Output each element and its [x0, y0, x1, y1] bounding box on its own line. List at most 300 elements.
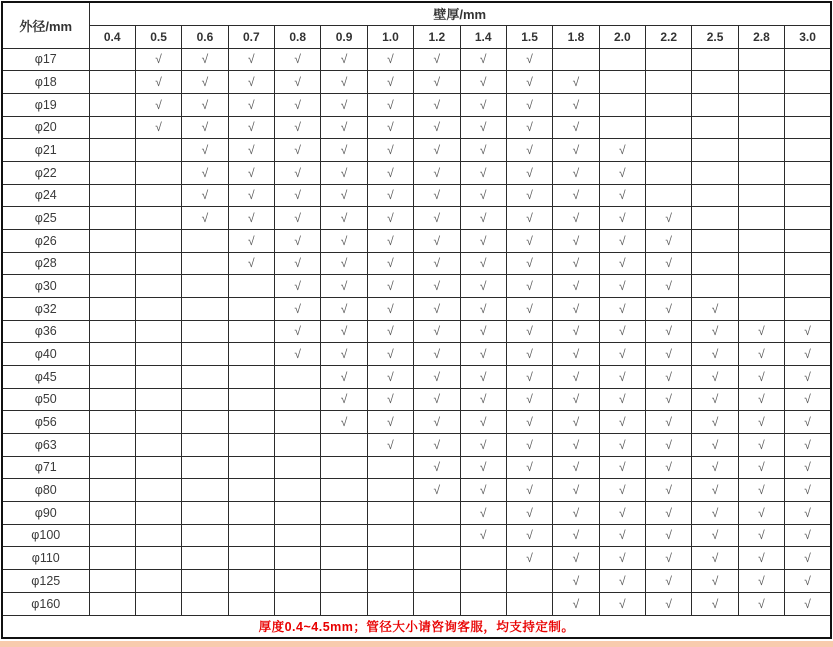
check-cell: [506, 456, 552, 479]
check-cell: [738, 479, 784, 502]
check-mark: √: [572, 392, 580, 407]
empty-cell: [89, 116, 135, 139]
check-mark: √: [665, 551, 672, 566]
check-mark: √: [201, 188, 209, 203]
empty-cell: [275, 388, 321, 411]
check-mark: √: [572, 165, 580, 180]
empty-cell: [692, 207, 738, 230]
check-mark: √: [340, 120, 348, 135]
check-mark: √: [526, 392, 533, 407]
check-cell: [599, 229, 645, 252]
check-mark: √: [340, 392, 348, 407]
empty-cell: [785, 252, 831, 275]
empty-cell: [738, 139, 784, 162]
check-mark: √: [387, 347, 394, 362]
check-mark: √: [294, 188, 301, 203]
empty-cell: [89, 592, 135, 615]
footnote-row: [2, 615, 831, 638]
check-cell: [692, 501, 738, 524]
check-mark: √: [387, 211, 394, 226]
check-cell: [506, 320, 552, 343]
check-cell: [321, 388, 367, 411]
empty-cell: [692, 116, 738, 139]
diameter-label: φ28: [2, 252, 89, 275]
check-cell: [785, 320, 831, 343]
empty-cell: [135, 501, 181, 524]
diameter-label: φ40: [2, 343, 89, 366]
diameter-label: φ26: [2, 229, 89, 252]
check-mark: √: [758, 551, 765, 566]
check-cell: [367, 365, 413, 388]
diameter-label: φ71: [2, 456, 89, 479]
check-mark: √: [619, 573, 626, 588]
diameter-label: φ17: [2, 48, 89, 71]
check-mark: √: [479, 437, 487, 452]
check-cell: [506, 433, 552, 456]
check-mark: √: [758, 460, 765, 475]
check-mark: √: [619, 437, 626, 452]
check-cell: [460, 365, 506, 388]
check-mark: √: [294, 97, 301, 112]
check-mark: √: [387, 392, 394, 407]
check-mark: √: [572, 324, 580, 339]
check-cell: [738, 433, 784, 456]
diameter-label: φ125: [2, 569, 89, 592]
check-cell: [692, 592, 738, 615]
check-cell: [228, 252, 274, 275]
empty-cell: [692, 139, 738, 162]
pipe-spec-table: [1, 1, 832, 639]
check-mark: √: [433, 256, 441, 271]
check-mark: √: [479, 165, 487, 180]
check-cell: [785, 479, 831, 502]
check-mark: √: [665, 573, 672, 588]
empty-cell: [738, 252, 784, 275]
check-mark: √: [665, 233, 672, 248]
check-cell: [460, 320, 506, 343]
empty-cell: [135, 297, 181, 320]
empty-cell: [89, 479, 135, 502]
empty-cell: [785, 207, 831, 230]
check-mark: √: [294, 75, 301, 89]
check-mark: √: [758, 528, 765, 543]
check-mark: √: [340, 256, 348, 271]
check-cell: [506, 501, 552, 524]
empty-cell: [228, 433, 274, 456]
check-cell: [367, 320, 413, 343]
check-mark: √: [804, 460, 811, 475]
check-mark: √: [804, 392, 811, 407]
check-cell: [321, 207, 367, 230]
check-cell: [553, 456, 599, 479]
check-mark: √: [340, 165, 348, 180]
check-cell: [553, 592, 599, 615]
empty-cell: [182, 479, 228, 502]
check-mark: √: [711, 460, 719, 475]
check-cell: [506, 343, 552, 366]
table-row: [2, 93, 831, 116]
check-mark: √: [155, 97, 162, 112]
check-mark: √: [758, 415, 765, 430]
check-cell: [553, 411, 599, 434]
check-mark: √: [433, 279, 441, 294]
check-cell: [692, 569, 738, 592]
empty-cell: [228, 479, 274, 502]
check-mark: √: [619, 483, 626, 498]
check-cell: [321, 184, 367, 207]
empty-cell: [414, 547, 460, 570]
check-cell: [367, 275, 413, 298]
diameter-label: φ56: [2, 411, 89, 434]
empty-cell: [182, 388, 228, 411]
check-cell: [321, 48, 367, 71]
check-mark: √: [526, 97, 533, 112]
check-mark: √: [526, 301, 533, 316]
check-cell: [367, 229, 413, 252]
empty-cell: [599, 71, 645, 94]
check-cell: [738, 320, 784, 343]
empty-cell: [182, 592, 228, 615]
table-row: [2, 184, 831, 207]
check-cell: [182, 161, 228, 184]
check-cell: [414, 456, 460, 479]
check-mark: √: [572, 437, 580, 452]
empty-cell: [692, 93, 738, 116]
check-mark: √: [619, 528, 626, 543]
check-mark: √: [619, 415, 626, 430]
check-cell: [599, 411, 645, 434]
empty-cell: [228, 411, 274, 434]
check-cell: [646, 207, 692, 230]
check-mark: √: [804, 483, 811, 498]
empty-cell: [182, 411, 228, 434]
check-mark: √: [572, 483, 580, 498]
diameter-label: φ160: [2, 592, 89, 615]
empty-cell: [89, 48, 135, 71]
check-cell: [506, 365, 552, 388]
empty-cell: [275, 547, 321, 570]
check-cell: [460, 207, 506, 230]
diameter-label: φ50: [2, 388, 89, 411]
check-cell: [460, 343, 506, 366]
check-mark: √: [804, 324, 811, 339]
check-mark: √: [201, 97, 209, 112]
check-cell: [414, 184, 460, 207]
empty-cell: [89, 569, 135, 592]
check-mark: √: [248, 52, 255, 67]
empty-cell: [646, 139, 692, 162]
empty-cell: [89, 161, 135, 184]
check-mark: √: [572, 143, 580, 158]
check-mark: √: [340, 97, 348, 112]
check-cell: [599, 184, 645, 207]
check-mark: √: [804, 596, 811, 611]
check-cell: [414, 139, 460, 162]
table-row: [2, 365, 831, 388]
empty-cell: [738, 229, 784, 252]
check-mark: √: [340, 301, 348, 316]
check-cell: [275, 93, 321, 116]
check-cell: [460, 71, 506, 94]
check-cell: [553, 184, 599, 207]
check-cell: [460, 479, 506, 502]
check-cell: [367, 161, 413, 184]
check-cell: [275, 184, 321, 207]
check-cell: [599, 592, 645, 615]
empty-cell: [135, 320, 181, 343]
check-cell: [460, 116, 506, 139]
thickness-col-header: 3.0: [785, 25, 831, 48]
empty-cell: [89, 365, 135, 388]
empty-cell: [460, 569, 506, 592]
check-mark: √: [526, 233, 533, 248]
check-mark: √: [479, 279, 487, 294]
check-mark: √: [619, 188, 626, 203]
check-mark: √: [387, 437, 394, 452]
check-cell: [321, 116, 367, 139]
check-cell: [275, 275, 321, 298]
empty-cell: [135, 229, 181, 252]
table-row: [2, 433, 831, 456]
check-cell: [646, 433, 692, 456]
empty-cell: [135, 275, 181, 298]
check-mark: √: [479, 392, 487, 407]
check-cell: [414, 161, 460, 184]
check-mark: √: [248, 120, 255, 135]
check-mark: √: [619, 165, 626, 180]
check-cell: [646, 569, 692, 592]
check-cell: [275, 320, 321, 343]
empty-cell: [182, 229, 228, 252]
table-row: [2, 297, 831, 320]
empty-cell: [228, 297, 274, 320]
empty-cell: [182, 569, 228, 592]
empty-cell: [228, 343, 274, 366]
check-cell: [692, 524, 738, 547]
check-mark: √: [526, 505, 533, 520]
empty-cell: [646, 93, 692, 116]
check-mark: √: [665, 505, 672, 520]
empty-cell: [692, 184, 738, 207]
empty-cell: [135, 569, 181, 592]
check-mark: √: [201, 165, 209, 180]
check-mark: √: [526, 437, 533, 452]
check-cell: [553, 116, 599, 139]
check-cell: [367, 252, 413, 275]
thickness-col-header: 0.6: [182, 25, 228, 48]
check-cell: [599, 297, 645, 320]
empty-cell: [182, 343, 228, 366]
check-cell: [460, 433, 506, 456]
check-mark: √: [526, 528, 533, 543]
empty-cell: [182, 320, 228, 343]
thickness-col-header: 0.9: [321, 25, 367, 48]
check-mark: √: [711, 415, 719, 430]
check-cell: [460, 411, 506, 434]
check-mark: √: [248, 143, 255, 158]
empty-cell: [738, 275, 784, 298]
check-mark: √: [804, 505, 811, 520]
check-cell: [228, 139, 274, 162]
check-mark: √: [433, 120, 441, 135]
empty-cell: [506, 592, 552, 615]
empty-cell: [89, 71, 135, 94]
diameter-label: φ100: [2, 524, 89, 547]
check-cell: [321, 343, 367, 366]
check-mark: √: [665, 415, 672, 430]
check-mark: √: [387, 165, 394, 180]
empty-cell: [228, 275, 274, 298]
check-cell: [553, 524, 599, 547]
check-mark: √: [387, 415, 394, 430]
check-cell: [367, 433, 413, 456]
check-cell: [646, 252, 692, 275]
check-mark: √: [479, 505, 487, 520]
check-cell: [738, 365, 784, 388]
check-cell: [506, 207, 552, 230]
check-cell: [646, 524, 692, 547]
empty-cell: [599, 48, 645, 71]
check-cell: [506, 184, 552, 207]
check-cell: [785, 411, 831, 434]
check-cell: [275, 207, 321, 230]
check-mark: √: [433, 437, 441, 452]
check-mark: √: [526, 347, 533, 362]
check-mark: √: [433, 460, 441, 475]
check-mark: √: [340, 324, 348, 339]
empty-cell: [553, 48, 599, 71]
check-mark: √: [479, 324, 487, 339]
check-cell: [599, 569, 645, 592]
check-cell: [367, 343, 413, 366]
empty-cell: [182, 297, 228, 320]
check-mark: √: [758, 347, 765, 362]
check-mark: √: [572, 596, 580, 611]
empty-cell: [738, 71, 784, 94]
diameter-label: φ90: [2, 501, 89, 524]
check-cell: [414, 229, 460, 252]
check-mark: √: [526, 120, 533, 135]
empty-cell: [89, 229, 135, 252]
table-row: [2, 71, 831, 94]
empty-cell: [135, 524, 181, 547]
check-mark: √: [711, 505, 719, 520]
check-cell: [553, 93, 599, 116]
check-mark: √: [665, 369, 672, 384]
check-mark: √: [758, 573, 765, 588]
check-cell: [692, 388, 738, 411]
check-cell: [460, 297, 506, 320]
empty-cell: [182, 524, 228, 547]
empty-cell: [367, 456, 413, 479]
check-cell: [692, 297, 738, 320]
check-cell: [553, 343, 599, 366]
check-cell: [506, 229, 552, 252]
check-mark: √: [433, 392, 441, 407]
check-mark: √: [294, 120, 301, 135]
check-cell: [367, 207, 413, 230]
check-mark: √: [433, 97, 441, 112]
check-cell: [414, 433, 460, 456]
check-cell: [738, 592, 784, 615]
empty-cell: [89, 433, 135, 456]
check-mark: √: [804, 573, 811, 588]
thickness-col-header: 1.4: [460, 25, 506, 48]
empty-cell: [89, 93, 135, 116]
check-mark: √: [758, 369, 765, 384]
check-mark: √: [479, 347, 487, 362]
check-mark: √: [294, 347, 301, 362]
check-cell: [228, 93, 274, 116]
empty-cell: [182, 252, 228, 275]
check-cell: [321, 71, 367, 94]
check-mark: √: [804, 347, 811, 362]
check-cell: [460, 48, 506, 71]
check-cell: [599, 161, 645, 184]
empty-cell: [135, 433, 181, 456]
empty-cell: [135, 184, 181, 207]
check-cell: [275, 252, 321, 275]
check-cell: [646, 229, 692, 252]
thickness-col-header: 2.0: [599, 25, 645, 48]
check-cell: [738, 456, 784, 479]
check-mark: √: [248, 233, 255, 248]
check-mark: √: [433, 301, 441, 316]
check-mark: √: [294, 256, 301, 271]
empty-cell: [135, 161, 181, 184]
check-cell: [228, 116, 274, 139]
check-cell: [785, 569, 831, 592]
empty-cell: [89, 297, 135, 320]
empty-cell: [275, 456, 321, 479]
check-cell: [506, 275, 552, 298]
check-cell: [553, 139, 599, 162]
check-mark: √: [665, 528, 672, 543]
check-mark: √: [387, 97, 394, 112]
check-cell: [367, 388, 413, 411]
empty-cell: [89, 207, 135, 230]
check-cell: [646, 592, 692, 615]
check-mark: √: [201, 75, 209, 89]
check-mark: √: [572, 551, 580, 566]
empty-cell: [692, 275, 738, 298]
empty-cell: [228, 365, 274, 388]
empty-cell: [228, 501, 274, 524]
empty-cell: [646, 184, 692, 207]
check-cell: [646, 365, 692, 388]
check-mark: √: [572, 279, 580, 294]
check-cell: [506, 161, 552, 184]
empty-cell: [275, 501, 321, 524]
empty-cell: [135, 343, 181, 366]
thickness-values-row: [2, 25, 831, 48]
check-cell: [553, 501, 599, 524]
check-mark: √: [340, 415, 348, 430]
empty-cell: [89, 275, 135, 298]
check-cell: [785, 365, 831, 388]
check-cell: [321, 93, 367, 116]
check-mark: √: [665, 279, 672, 294]
thickness-col-header: 1.5: [506, 25, 552, 48]
check-mark: √: [479, 233, 487, 248]
table-row: [2, 139, 831, 162]
check-mark: √: [711, 573, 719, 588]
check-cell: [785, 343, 831, 366]
thickness-col-header: 0.7: [228, 25, 274, 48]
check-mark: √: [248, 256, 255, 271]
check-cell: [506, 388, 552, 411]
empty-cell: [89, 456, 135, 479]
